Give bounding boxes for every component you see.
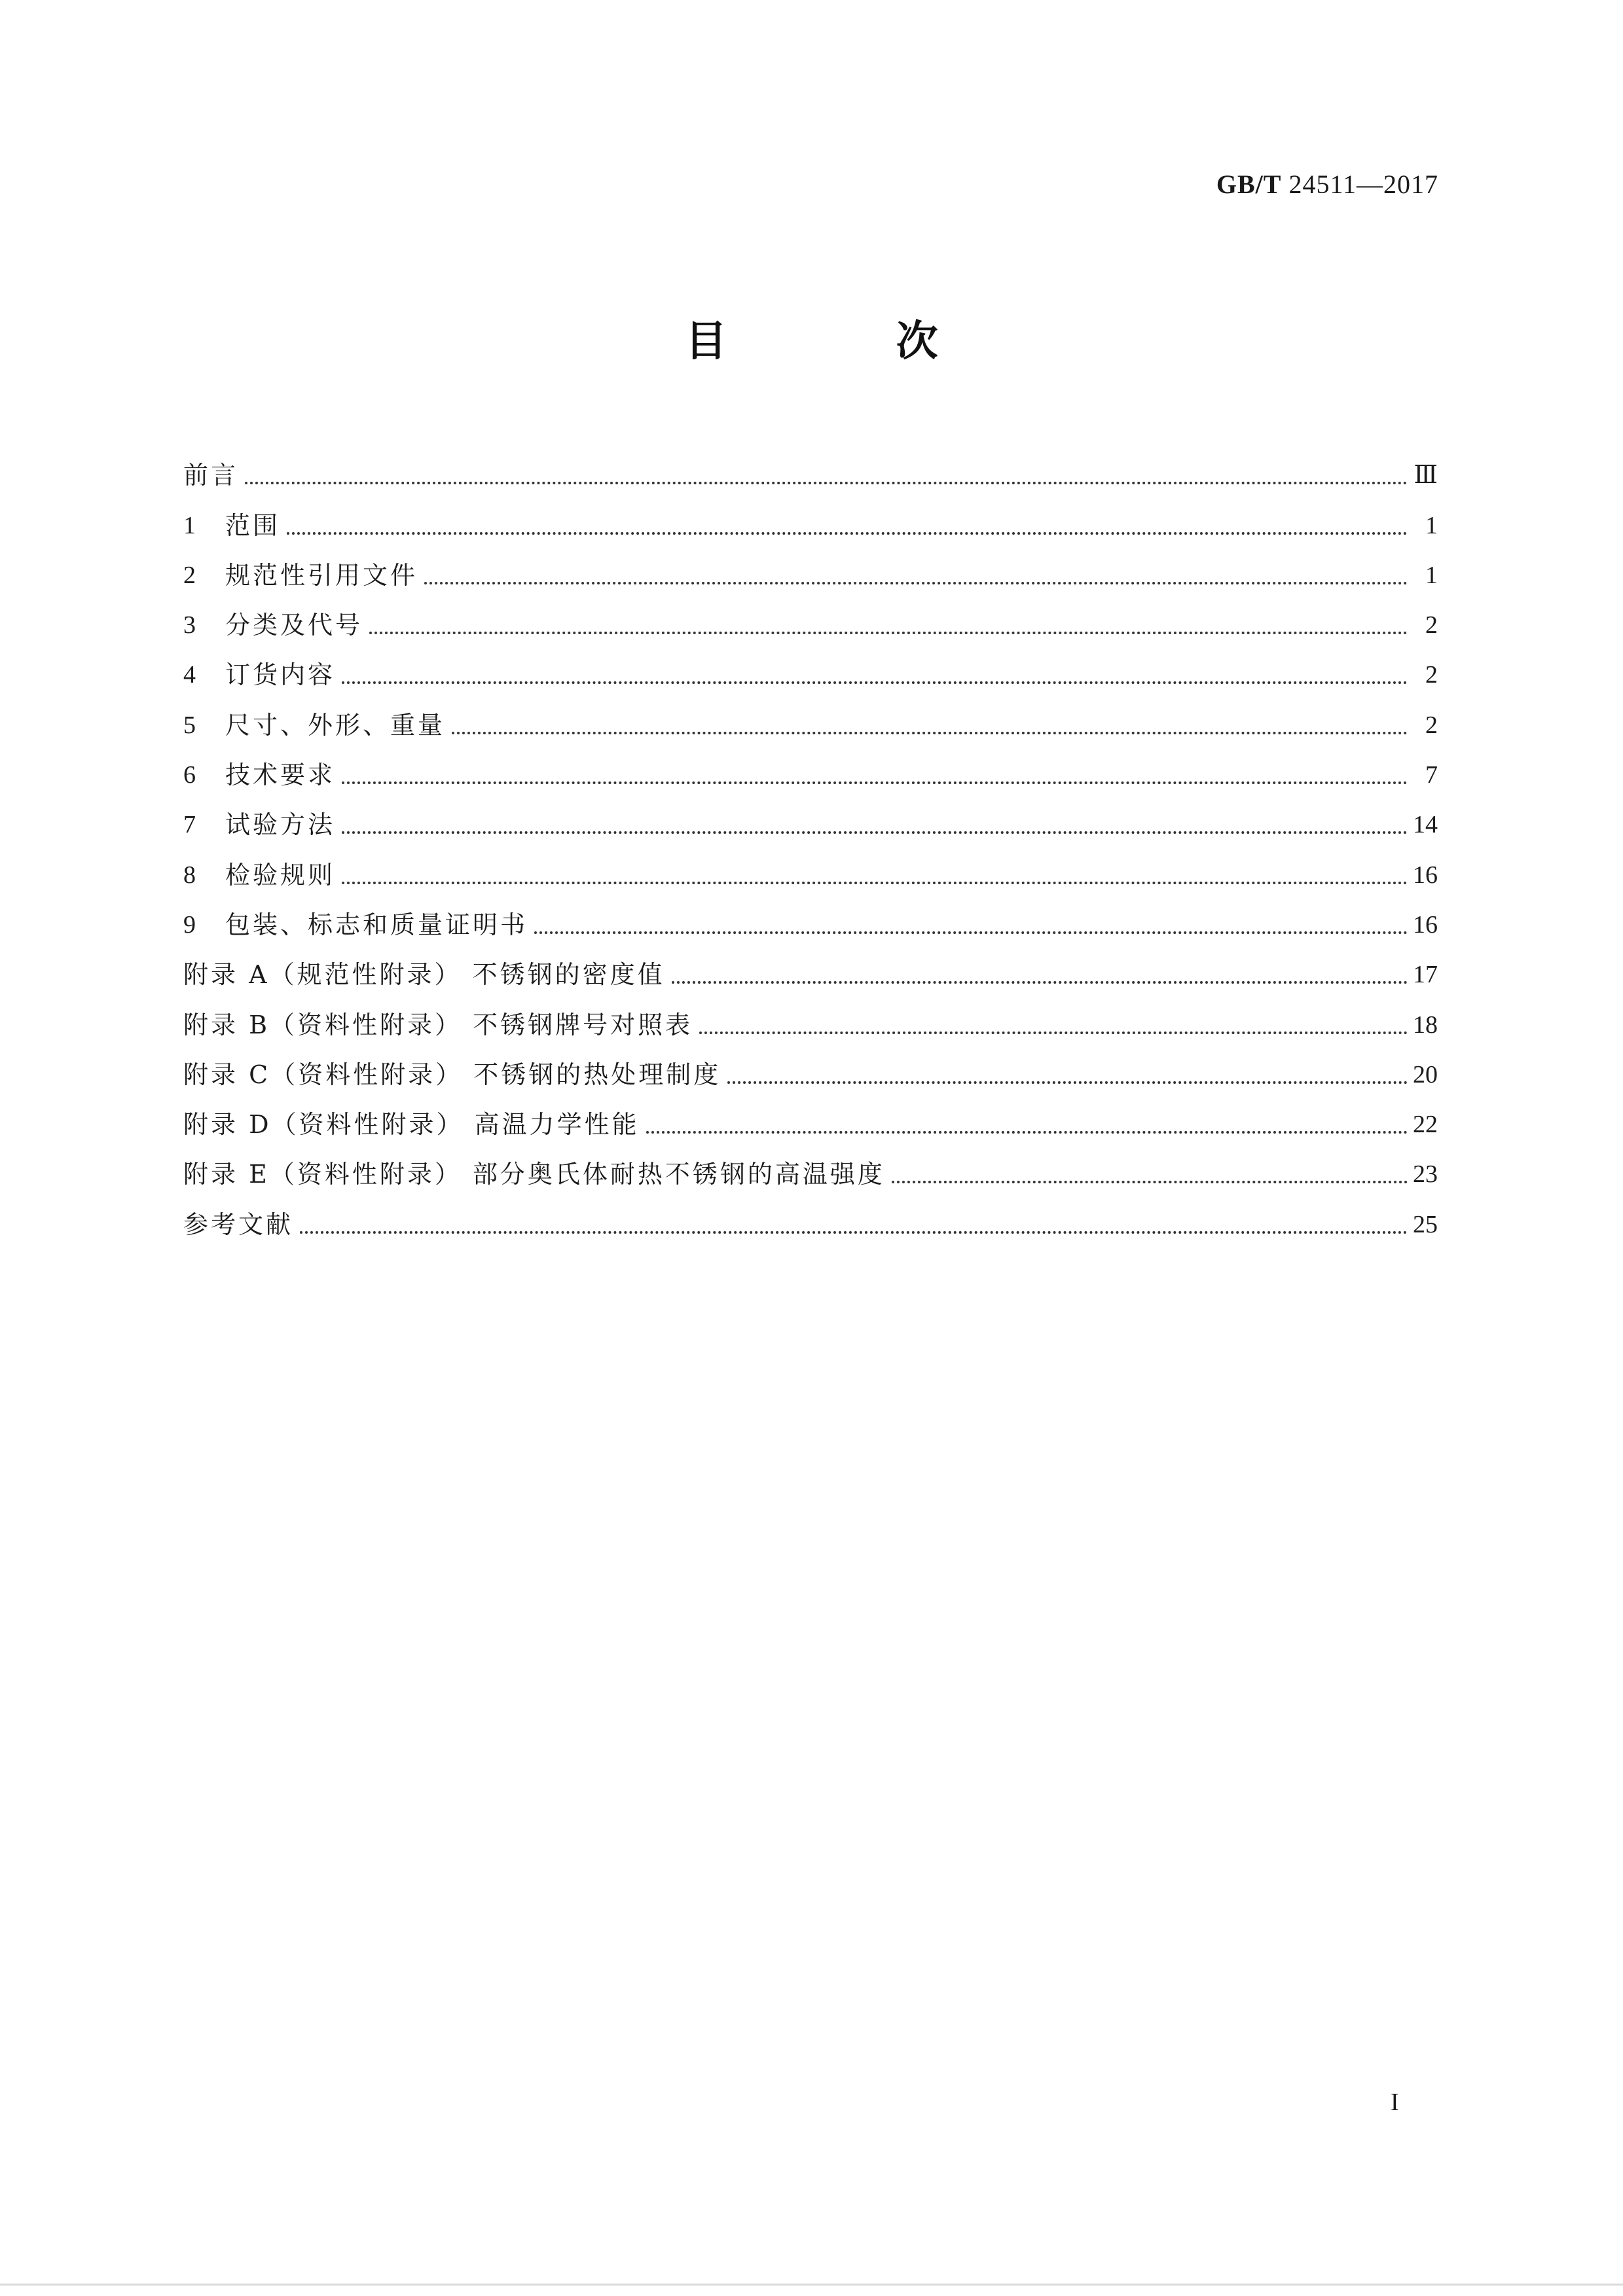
toc-entry-page: 20 xyxy=(1413,1060,1438,1088)
toc-entry-label: 订货内容 xyxy=(225,660,336,690)
toc-entry-page: 16 xyxy=(1413,861,1438,889)
dot-leader xyxy=(672,981,1408,984)
page-number: I xyxy=(1391,2089,1399,2116)
toc-entry-number: 4 xyxy=(183,661,196,689)
toc-entry-number: 1 xyxy=(183,511,196,539)
toc-entry-label: 包装、标志和质量证明书 xyxy=(225,910,528,939)
toc-entry-appendix-c[interactable] xyxy=(183,1041,1438,1090)
toc-entry-number: 5 xyxy=(183,711,196,739)
toc-entry-page: 23 xyxy=(1413,1160,1438,1189)
standard-code xyxy=(1216,169,1438,200)
toc-entry-label: 尺寸、外形、重量 xyxy=(225,710,446,740)
toc-entry-label: 分类及代号 xyxy=(225,611,363,640)
page-bottom-divider xyxy=(0,2284,1623,2286)
toc-entry-7[interactable] xyxy=(183,791,1438,840)
standard-number: 24511—2017 xyxy=(1288,170,1438,199)
dot-leader xyxy=(699,1031,1408,1034)
standard-prefix: GB/T xyxy=(1216,170,1282,199)
toc-entry-2[interactable] xyxy=(183,541,1438,591)
toc-entry-preface[interactable] xyxy=(183,441,1438,491)
toc-entry-page: 14 xyxy=(1413,811,1438,839)
toc-title: 目 次 xyxy=(685,317,1015,366)
dot-leader xyxy=(452,732,1408,734)
dot-leader xyxy=(369,632,1408,634)
dot-leader xyxy=(287,532,1408,535)
toc-entry-page: 2 xyxy=(1425,711,1438,739)
toc-entry-appendix-e[interactable] xyxy=(183,1140,1438,1190)
toc-entry-number: 9 xyxy=(183,910,196,939)
toc-entry-number: 7 xyxy=(183,811,196,839)
toc-entry-label: 附录 E（资料性附录） 部分奥氏体耐热不锈钢的高温强度 xyxy=(183,1160,885,1189)
toc-entry-appendix-d[interactable] xyxy=(183,1090,1438,1140)
toc-entry-6[interactable] xyxy=(183,741,1438,791)
toc-entry-1[interactable] xyxy=(183,491,1438,541)
dot-leader xyxy=(646,1131,1408,1134)
toc-entry-number: 2 xyxy=(183,561,196,589)
toc-entry-number: 6 xyxy=(183,761,196,789)
toc-entry-label: 技术要求 xyxy=(225,761,336,790)
toc-entry-page: 1 xyxy=(1425,511,1438,539)
toc-entry-page: 25 xyxy=(1413,1210,1438,1238)
toc-entry-appendix-b[interactable] xyxy=(183,990,1438,1040)
toc-entry-number: 3 xyxy=(183,611,196,639)
toc-entry-label: 附录 C（资料性附录） 不锈钢的热处理制度 xyxy=(183,1060,721,1089)
dot-leader xyxy=(424,582,1408,584)
dot-leader xyxy=(300,1231,1408,1234)
table-of-contents xyxy=(183,441,1438,1240)
toc-entry-page: 1 xyxy=(1425,561,1438,589)
toc-entry-label: 试验方法 xyxy=(225,810,336,840)
toc-entry-label: 检验规则 xyxy=(225,860,336,889)
dot-leader xyxy=(342,882,1408,884)
toc-entry-label: 前言 xyxy=(183,461,239,490)
toc-entry-page: 16 xyxy=(1413,910,1438,939)
toc-entry-page: 22 xyxy=(1413,1111,1438,1139)
toc-entry-appendix-a[interactable] xyxy=(183,941,1438,990)
toc-entry-5[interactable] xyxy=(183,691,1438,740)
toc-entry-page: 2 xyxy=(1425,661,1438,689)
dot-leader xyxy=(342,831,1408,834)
toc-entry-label: 附录 D（资料性附录） 高温力学性能 xyxy=(183,1110,640,1139)
toc-entry-page: Ⅲ xyxy=(1413,461,1438,490)
dot-leader xyxy=(342,681,1408,684)
dot-leader xyxy=(342,781,1408,784)
toc-entry-label: 规范性引用文件 xyxy=(225,560,418,590)
toc-entry-page: 17 xyxy=(1413,961,1438,989)
dot-leader xyxy=(245,482,1408,484)
toc-entry-label: 附录 A（规范性附录） 不锈钢的密度值 xyxy=(183,960,665,990)
dot-leader xyxy=(892,1181,1408,1183)
toc-entry-number: 8 xyxy=(183,861,196,889)
dot-leader xyxy=(727,1081,1408,1084)
toc-entry-page: 18 xyxy=(1413,1011,1438,1039)
toc-entry-page: 7 xyxy=(1425,761,1438,789)
toc-entry-label: 参考文献 xyxy=(183,1210,294,1239)
toc-entry-page: 2 xyxy=(1425,611,1438,639)
toc-entry-label: 附录 B（资料性附录） 不锈钢牌号对照表 xyxy=(183,1010,693,1039)
toc-entry-4[interactable] xyxy=(183,641,1438,691)
dot-leader xyxy=(534,931,1408,934)
toc-entry-8[interactable] xyxy=(183,840,1438,890)
toc-entry-label: 范围 xyxy=(225,511,281,540)
toc-entry-9[interactable] xyxy=(183,891,1438,941)
toc-entry-3[interactable] xyxy=(183,591,1438,641)
toc-entry-bibliography[interactable] xyxy=(183,1190,1438,1240)
